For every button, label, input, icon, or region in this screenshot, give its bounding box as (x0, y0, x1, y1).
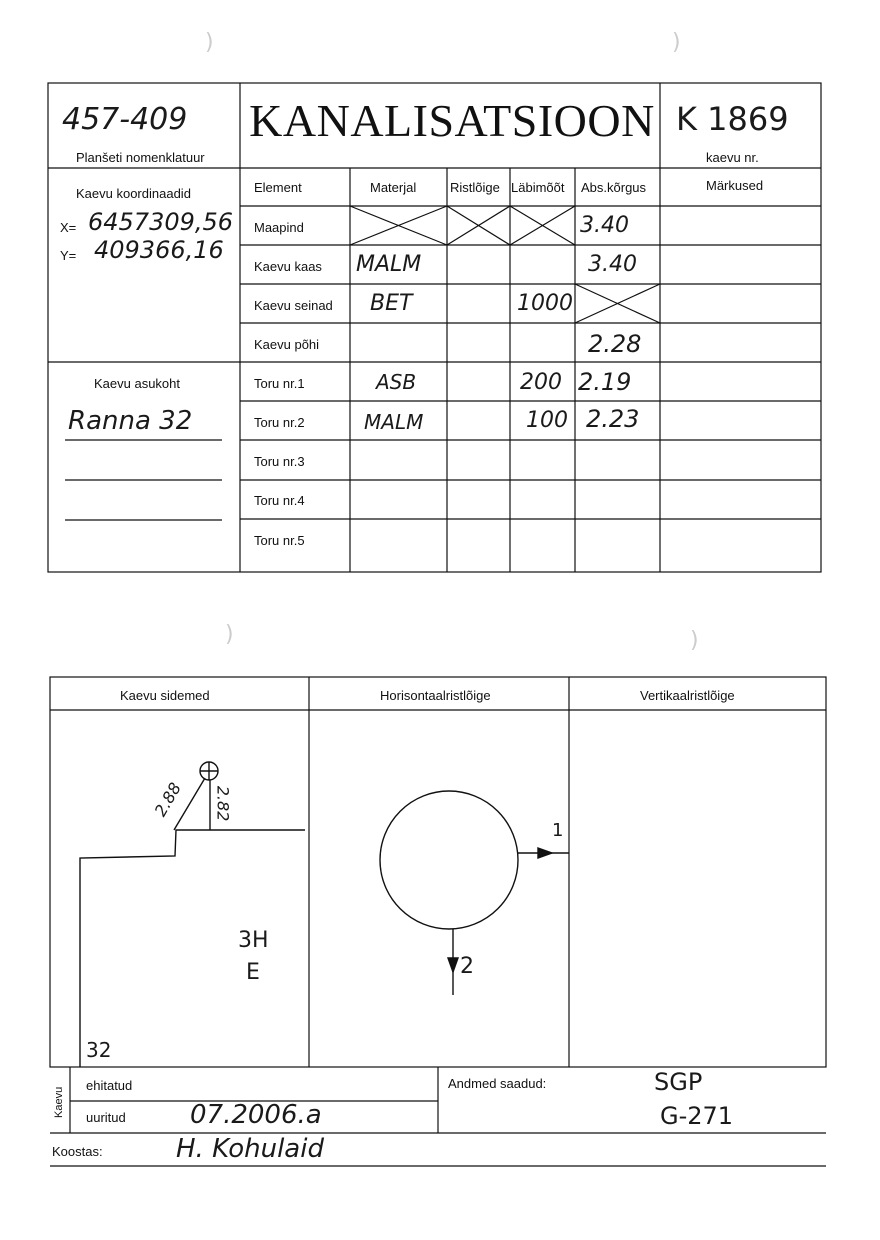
x-label: X= (60, 220, 77, 235)
abs-height-value: 2.19 (578, 368, 632, 396)
row-label: Toru nr.4 (254, 493, 305, 508)
diameter-value: 1000 (517, 291, 573, 316)
material-value: BET (370, 291, 413, 316)
col-abs-height: Abs.kõrgus (581, 180, 647, 195)
location-label: Kaevu asukoht (94, 376, 181, 391)
col-notes: Märkused (706, 178, 764, 193)
compiled-label: Koostas: (52, 1144, 103, 1159)
diameter-value: 200 (520, 370, 562, 395)
col-cross-section: Ristlõige (450, 180, 500, 195)
location-value: Ranna 32 (68, 406, 193, 436)
sheet-label: Planšeti nomenklatuur (76, 150, 205, 165)
data-source-value: G-271 (660, 1102, 734, 1130)
x-value: 6457309,56 (88, 208, 234, 236)
abs-height-value: 3.40 (580, 213, 629, 238)
punch-hole: ) (690, 628, 699, 653)
col-diameter: Läbimõõt (511, 180, 565, 195)
well-number: K 1869 (676, 100, 789, 138)
row-label: Maapind (254, 220, 304, 235)
diameter-value: 100 (526, 408, 568, 433)
distance-label: 2.82 (213, 785, 233, 822)
compiled-signature: H. Kohulaid (176, 1134, 324, 1164)
data-source-value: SGP (654, 1068, 703, 1096)
abs-height-value: 3.40 (588, 252, 637, 277)
coords-label: Kaevu koordinaadid (76, 186, 191, 201)
row-label: Kaevu kaas (254, 259, 322, 274)
sheet-number: 457-409 (62, 102, 188, 137)
punch-hole: ) (672, 30, 681, 55)
col-element: Element (254, 180, 302, 195)
material-value: MALM (356, 252, 422, 277)
sketch-col-horizontal: Horisontaalristlõige (380, 688, 491, 703)
well-number-label: kaevu nr. (706, 150, 759, 165)
pipe-label: 2 (460, 954, 474, 979)
house-number: 32 (86, 1038, 112, 1062)
distance-label: 2.88 (150, 779, 185, 820)
pipe-label: 1 (552, 820, 564, 841)
material-value: ASB (376, 370, 417, 394)
building-label: E (246, 960, 260, 985)
row-label: Kaevu põhi (254, 337, 320, 352)
punch-hole: ) (225, 622, 234, 647)
abs-height-value: 2.28 (588, 330, 642, 358)
material-value: MALM (364, 410, 424, 434)
built-label: ehitatud (86, 1078, 133, 1093)
punch-hole: ) (205, 30, 214, 55)
building-label: 3H (238, 928, 269, 953)
y-label: Y= (60, 248, 77, 263)
col-material: Materjal (370, 180, 417, 195)
data-source-label: Andmed saadud: (448, 1076, 547, 1091)
sketch-col-vertical: Vertikaalristlõige (640, 688, 735, 703)
row-label: Toru nr.2 (254, 415, 305, 430)
surveyed-label: uuritud (86, 1110, 126, 1125)
row-label: Toru nr.5 (254, 533, 305, 548)
y-value: 409366,16 (94, 236, 224, 264)
surveyed-value: 07.2006.a (190, 1100, 322, 1130)
row-label: Toru nr.3 (254, 454, 305, 469)
row-label: Toru nr.1 (254, 376, 305, 391)
sketch-col-ties: Kaevu sidemed (120, 688, 210, 703)
well-side-label: Kaevu (53, 1086, 65, 1118)
row-label: Kaevu seinad (254, 298, 333, 313)
form-title: KANALISATSIOON (249, 95, 655, 146)
abs-height-value: 2.23 (586, 405, 640, 433)
